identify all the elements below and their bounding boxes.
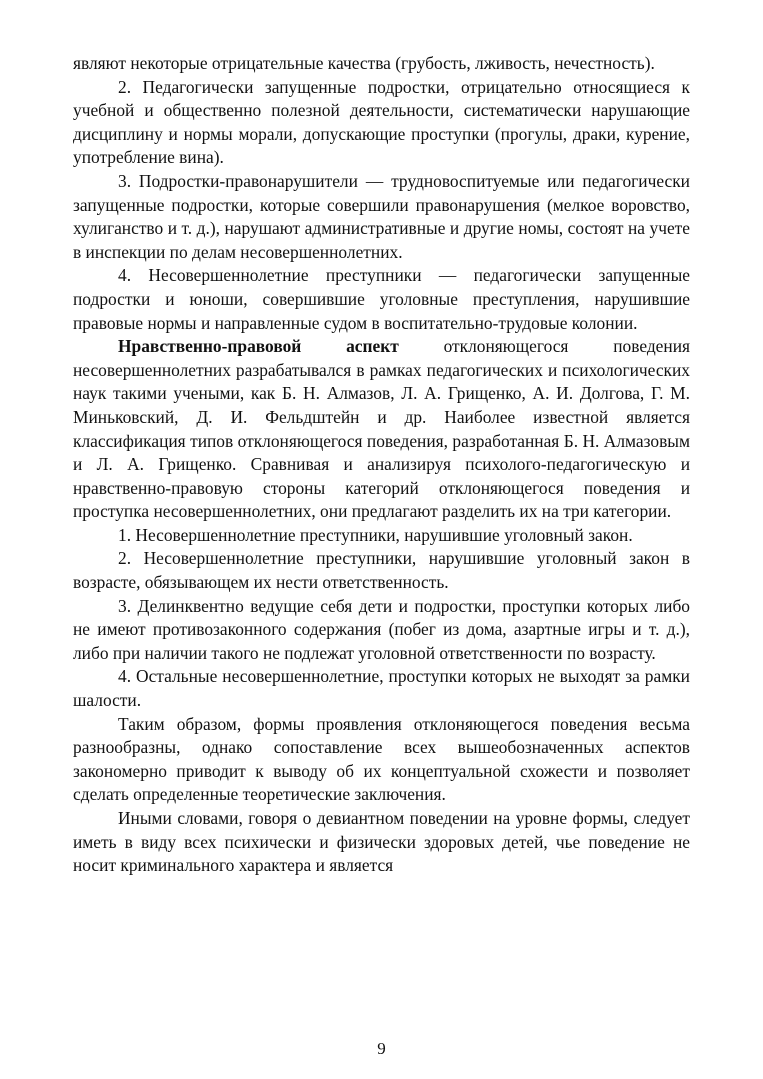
paragraph-item-3-offenders: 3. Подростки-правонарушители — трудновоспитуемые или педагогически запущенные подростки, которые совершили правонарушения (мелкое воровство, хулиганство и т. д.), нарушают административные и другие номы, состоят на учете в инспекции по делам несовершеннолетних. <box>73 170 690 262</box>
bold-term-moral-legal-aspect: Нравственно-правовой аспект <box>118 336 399 357</box>
paragraph-category-3: 3. Делинквентно ведущие себя дети и подростки, проступки которых либо не имеют противозаконного содержания (побег из дома, азартные игры и т. д.), либо при наличии такого не подлежат уголовной ответственности по возрасту. <box>73 595 690 663</box>
paragraph-moral-legal-aspect-text: отклоняющегося поведения несовершеннолетних разрабатывался в рамках педагогических и психологических наук такими учеными, как Б. Н. Алмазов, Л. А. Грищенко, А. И. Долгова, Г. М. Миньковский, Д. И. Фельдштейн и др. Наиболее известной является классификация типов отклоняющегося поведения, разработанная Б. Н. Алмазовым и Л. А. Грищенко. Сравнивая и анализируя психолого-педагогическую и нравственно-правовую стороны категорий отклоняющегося поведения и проступка несовершеннолетних, они предлагают разделить их на три категории. <box>73 336 690 522</box>
page-body <box>73 52 690 878</box>
paragraph-item-2-neglected-teens: 2. Педагогически запущенные подростки, отрицательно относящиеся к учебной и общественно полезной деятельности, систематически нарушающие дисциплину и нормы морали, допускающие проступки (прогулы, драки, курение, употребление вина). <box>73 76 690 168</box>
paragraph-category-2: 2. Несовершеннолетние преступники, нарушившие уголовный закон в возрасте, обязывающем их нести ответственность. <box>73 548 690 593</box>
paragraph-category-4: 4. Остальные несовершеннолетние, проступки которых не выходят за рамки шалости. <box>73 666 690 711</box>
paragraph-continuation: являют некоторые отрицательные качества (грубость, лживость, нечестность). <box>73 53 655 73</box>
paragraph-deviant-behavior: Иными словами, говоря о девиантном поведении на уровне формы, следует иметь в виду всех психически и физически здоровых детей, чье поведение не носит криминального характера и является <box>73 808 690 876</box>
page-number: 9 <box>377 1039 386 1058</box>
paragraph-category-1: 1. Несовершеннолетние преступники, нарушившие уголовный закон. <box>118 524 633 545</box>
paragraph-conclusion: Таким образом, формы проявления отклоняющегося поведения весьма разнообразны, однако сопоставление всех вышеобозначенных аспектов закономерно приводит к выводу об их концептуальной схожести и позволяет сделать определенные теоретические заключения. <box>73 713 690 805</box>
paragraph-moral-legal-aspect <box>73 335 690 524</box>
paragraph-item-4-juvenile-criminals: 4. Несовершеннолетние преступники — педагогически запущенные подростки и юноши, совершившие уголовные преступления, нарушившие правовые нормы и направленные судом в воспитательно-трудовые колонии. <box>73 265 690 333</box>
